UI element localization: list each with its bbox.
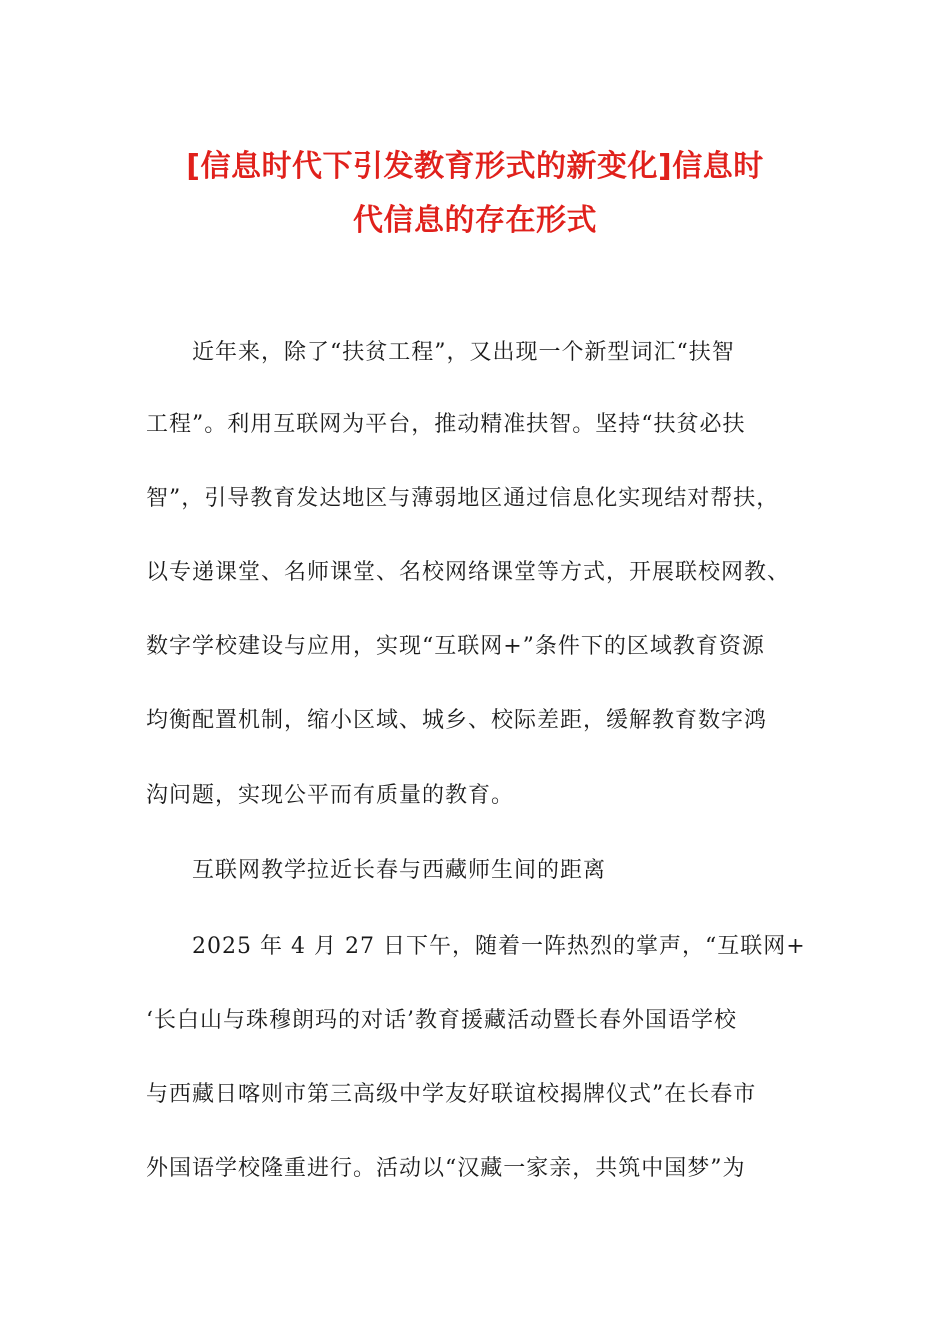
paragraph-line: 以专递课堂、名师课堂、名校网络课堂等方式，开展联校网教、 (146, 560, 791, 585)
paragraph-line: 与西藏日喀则市第三高级中学友好联谊校揭牌仪式”在长春市 (146, 1082, 757, 1107)
section-subheading: 互联网教学拉近长春与西藏师生间的距离 (192, 858, 607, 883)
paragraph-line: 外国语学校隆重进行。活动以“汉藏一家亲，共筑中国梦”为 (146, 1156, 746, 1181)
title-line: 代信息的存在形式 (353, 203, 597, 238)
paragraph-line: 沟问题，实现公平而有质量的教育。 (146, 783, 515, 808)
paragraph-line: ‘长白山与珠穆朗玛的对话’教育援藏活动暨长春外国语学校 (146, 1008, 737, 1033)
document-title (140, 140, 810, 248)
paragraph-line: 2025 年 4 月 27 日下午，随着一阵热烈的掌声，“互联网+ (192, 934, 806, 959)
paragraph-line: 数字学校建设与应用，实现“互联网+”条件下的区域教育资源 (146, 634, 765, 659)
paragraph-line: 近年来，除了“扶贫工程”，又出现一个新型词汇“扶智 (192, 340, 735, 365)
title-line: [信息时代下引发教育形式的新变化]信息时 (186, 149, 764, 184)
paragraph-line: 均衡配置机制，缩小区域、城乡、校际差距，缓解教育数字鸿 (146, 708, 768, 733)
paragraph-line: 智”，引导教育发达地区与薄弱地区通过信息化实现结对帮扶， (146, 486, 780, 511)
paragraph-line: 工程”。利用互联网为平台，推动精准扶智。坚持“扶贫必扶 (146, 412, 746, 437)
